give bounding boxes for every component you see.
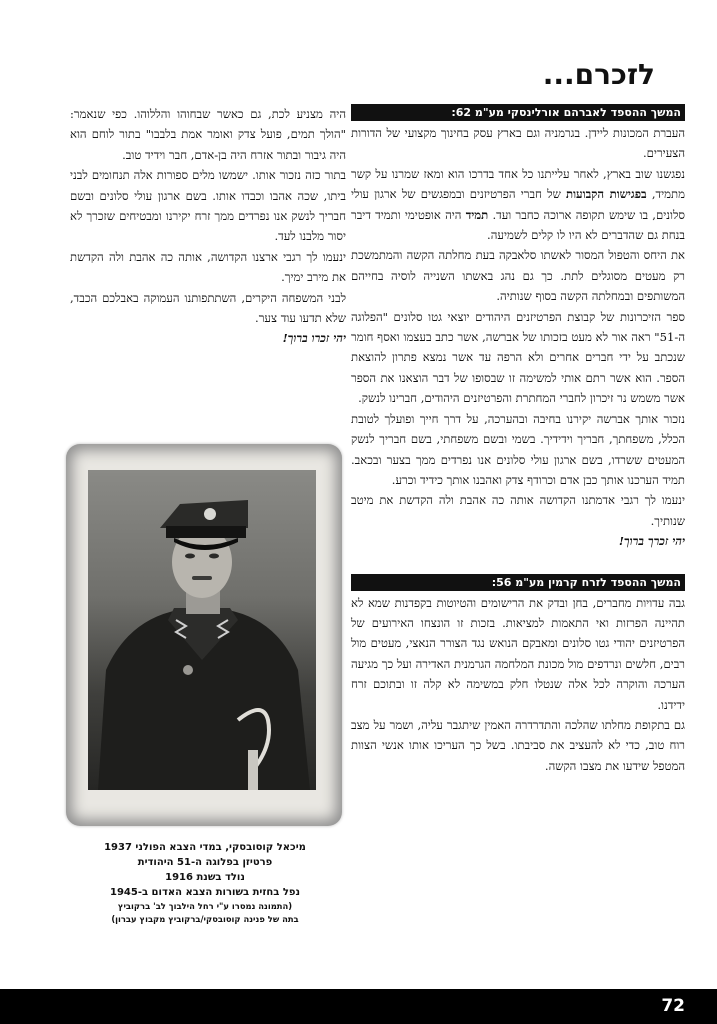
paragraph: היה מצניע לכת, גם כאשר שבחוהו והללוהו. כפי שנאמר: "הולך תמים, פועל צדק ואומר אמת בלבבו" בתור לוחם הוא היה גיבור ובתור אזרח היה בן-אדם, חבר וידיד טוב. bbox=[70, 107, 346, 162]
right-column bbox=[351, 104, 685, 776]
photo-caption bbox=[70, 840, 340, 926]
closing-blessing: יהי זכרך ברוך! bbox=[618, 534, 685, 549]
caption-line: מיכאל קוסובסקי, במדי הצבא הפולני 1937 bbox=[104, 842, 306, 853]
caption-line: נפל בחזית בשורות הצבא האדום ב-1945 bbox=[109, 887, 300, 898]
paragraph: בתור כזה נזכור אותו. ישמשו מלים ספורות אלה תנחומים לבני ביתו, שכה אהבו וכבדו אותו. בשם ארגון עולי סלונים ובשם חבריך לנשק אנו נפרדים ממך זרח יקירנו ומבטיחים שזכרך לא יסור מלבנו לעד. bbox=[70, 168, 346, 244]
paragraph: את היחס והטפול המסור לאשתו סלאבקה בעת מחלתה הקשה והמתמשכת רק מעטים מסוגלים לתת. כך גם נהג באשתו השנייה לוסיה בחייהם המשותפים ובמחלתה הקשה בסוף שנותיה. bbox=[351, 248, 685, 304]
section-heading-kremin: המשך ההספד לזרח קרמין מע"מ 56: bbox=[351, 574, 685, 591]
caption-line: פרטיזן בפלוגה ה-51 היהודית bbox=[137, 857, 273, 868]
paragraph: גם בתקופת מחלתו שהלכה והתדרדרה האמין שיתגבר עליה, ושמר על מצב רוח טוב, כדי לא להעציב את סביבתו. בשל כך העריכו אותו אנשי הצוות המטפל שידעו את מצבו הקשה. bbox=[351, 717, 685, 773]
footer-bar bbox=[0, 989, 717, 1024]
caption-line: נולד בשנת 1916 bbox=[165, 872, 245, 883]
closing-blessing: יהי זכרו ברוך! bbox=[282, 331, 346, 346]
page-number: 72 bbox=[661, 996, 685, 1016]
caption-credit: בתה של פנינה קוסובסקי/ברקוביץ מקבוץ עברון) bbox=[111, 914, 299, 924]
paragraph: ינעמו לך רגבי ארצנו הקדושה, אותה כה אהבת ולה הקדשת את מירב ימיך. bbox=[70, 249, 346, 285]
paragraph: נזכור אותך אברשה יקירנו בחיבה ובהערכה, על דרך חייך ופועלך לטובת הכלל, משפחתך, חבריך וידידיך. בשמי ובשם משפחתי, בשם חבריך לנשק המעטים ששרדו, בשם ארגון עולי סלונים אנו נפרדים ממך בצער ובכאב. תמיד הערכנו אותך כבן אדם וכרודף צדק ואהבנו אותך כידיד וכרע. bbox=[351, 411, 685, 487]
paragraph: ספר הזיכרונות של קבוצת הפרטיזנים היהודים יוצאי גטו סלונים "הפלוגה ה-51" ראה אור לא מעט בזכותו של אברשה, אשר כתב בעצמו ואסף חומר שנכתב על ידי חברים אחרים ולא הרפה עד אשר נמצא פתרון להוצאת הספר. הוא אשר רתם אותי למשימה זו שבסופו של דבר הוצאנו את הספר אשר משמש נר זיכרון לחברי המחתרת והפרטיזנים היהודים, חברינו לנשק. bbox=[351, 309, 685, 406]
paragraph: נפגשנו שוב בארץ, לאחר עלייתנו כל אחד בדרכו הוא ומאז שמרנו על קשר מתמיד, בפגישות הקבועות של חברי הפרטיזנים ובמפגשים של ארגון עולי סלונים, בו שימש תקופה ארוכה כחבר ועד. תמיד היה אופטימי ותמיד דיבר בנחת גם שהדברים לא היו לו קלים לשמיעה. bbox=[351, 166, 686, 243]
left-column bbox=[70, 104, 346, 349]
paragraph: לבני המשפחה היקרים, השתתפותנו העמוקה באבלכם הכבד, שלא תדעו עוד צער. bbox=[70, 290, 346, 326]
portrait-photo bbox=[88, 470, 316, 790]
page-title: לזכרם... bbox=[542, 58, 655, 91]
paragraph: ינעמו לך רגבי אדמתנו הקדושה אותה כה אהבת ולה הקדשת את מיטב שנותיך. bbox=[351, 493, 685, 528]
section-heading-orlinsky: המשך ההספד לאברהם אורלינסקי מע"מ 62: bbox=[351, 104, 685, 121]
paragraph: גבה עדויות מחברים, בחן ובדק את הרישומים והטיוטות בקפדנות שמא לא תהיינה הפרזות ואי התאמות למציאות. בזכות זו הונצחו האירועים של הפרטיזנים יהודי גטו סלונים ומאבקם הנואש נגד הצורר הנאצי, מעטים מול רבים, חלשים ונרדפים מול מכונת המלחמה הגרמנית האדירה ועל כך מגיעה הערכה והוקרה לכל אלה שנטלו חלק במשימה לא קלה זו ובתוכם זרח ידידנו. bbox=[351, 595, 685, 712]
caption-credit: (התמונה נמסרו ע"י רחל הילבוך לב' ברקוביץ bbox=[117, 901, 293, 911]
paragraph: העברת המכונות ליידן. בגרמניה וגם בארץ עסק בחינוך מקצועי של הדורות הצעירים. bbox=[351, 126, 685, 161]
